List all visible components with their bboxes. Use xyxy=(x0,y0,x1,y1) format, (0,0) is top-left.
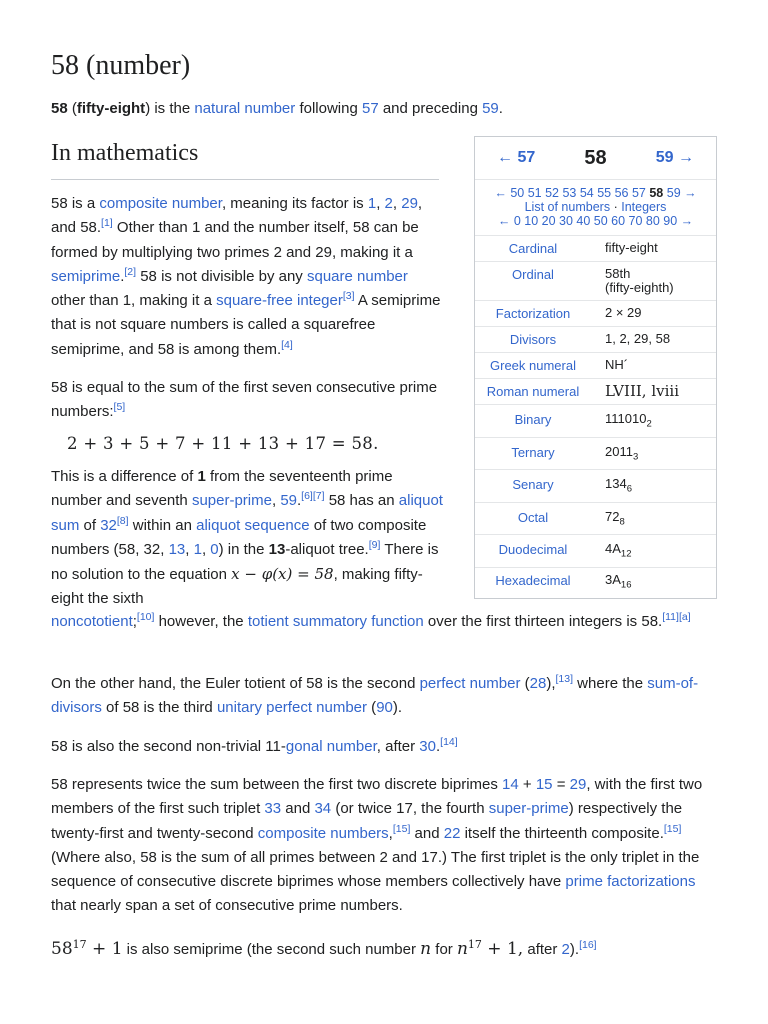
text: from the seventeenth prime number and seventh xyxy=(51,468,393,510)
text: ( xyxy=(520,675,530,692)
infobox-label[interactable]: Divisors xyxy=(509,332,557,347)
base-subscript: 6 xyxy=(626,483,632,495)
infobox-row-hexadecimal xyxy=(475,567,716,598)
display-equation: 2 + 3 + 5 + 7 + 11 + 13 + 17 = 58. xyxy=(67,434,379,453)
text: . xyxy=(435,738,441,755)
bold-1: 1 xyxy=(197,468,206,485)
text: , xyxy=(392,195,402,212)
paragraph-noncototient xyxy=(51,610,723,634)
infobox-value: fifty-eight xyxy=(605,240,658,255)
link-unitary-perfect-number[interactable]: unitary perfect number xyxy=(216,699,368,717)
reference-6-7[interactable]: [6][7] xyxy=(301,490,325,503)
link-32[interactable]: 32 xyxy=(100,516,117,534)
infobox-row-senary xyxy=(475,469,716,502)
infobox-row-greek-numeral xyxy=(475,352,716,378)
reference-2[interactable]: [2] xyxy=(124,265,137,278)
infobox-current-number: 58 xyxy=(584,146,607,169)
infobox-label[interactable]: Greek numeral xyxy=(490,358,576,373)
text: (Where also, 58 is the sum of all primes between 2 and 17.) The first triplet is the only triplet in the sequence of consecutive discrete biprimes whose members collectively have xyxy=(51,848,700,891)
math-n-power xyxy=(457,940,523,958)
text: This is a difference of xyxy=(51,468,198,485)
section-heading-mathematics: In mathematics xyxy=(51,140,439,180)
link-square-number[interactable]: square number xyxy=(306,267,408,285)
link-0[interactable]: 0 xyxy=(210,540,219,558)
text: 58 represents twice the sum between the first two discrete biprimes xyxy=(51,776,503,793)
text: of xyxy=(79,516,101,534)
link-square-free-integer[interactable]: square-free integer xyxy=(216,292,343,310)
link-29[interactable]: 29 xyxy=(569,776,587,793)
text: , xyxy=(201,540,211,558)
number-infobox xyxy=(474,136,717,599)
octal-digits: 72 xyxy=(605,508,620,524)
infobox-label[interactable]: Cardinal xyxy=(508,241,558,256)
infobox-value xyxy=(593,405,716,437)
base-subscript: 12 xyxy=(620,548,632,560)
base-subscript: 3 xyxy=(632,451,639,463)
infobox-value xyxy=(593,262,716,300)
reference-16[interactable]: [16] xyxy=(579,939,597,951)
reference-9[interactable]: [9] xyxy=(368,538,381,551)
link-34[interactable]: 34 xyxy=(314,800,332,818)
reference-1[interactable]: [1] xyxy=(101,217,113,230)
binary-digits: 111010 xyxy=(605,411,647,426)
link-28[interactable]: 28 xyxy=(529,675,547,692)
link-13[interactable]: 13 xyxy=(168,540,186,558)
infobox-label[interactable]: Factorization xyxy=(495,306,571,321)
link-2[interactable]: 2 xyxy=(561,941,570,958)
senary-digits: 134 xyxy=(605,476,627,492)
text: , xyxy=(185,540,194,558)
reference-10[interactable]: [10] xyxy=(136,611,155,623)
text: ( xyxy=(367,699,377,717)
infobox-tens-row xyxy=(479,214,712,228)
infobox-value: ΝΗ´ xyxy=(605,357,629,372)
link-22[interactable]: 22 xyxy=(443,824,461,842)
text: ). xyxy=(569,941,580,958)
infobox-row-ordinal xyxy=(475,261,716,300)
text: and xyxy=(281,800,315,818)
ordinal-words: (fifty-eighth) xyxy=(605,280,674,295)
link-composite-numbers[interactable]: composite numbers xyxy=(257,824,389,842)
math-n: n xyxy=(420,939,432,959)
text: within an xyxy=(128,516,197,534)
reference-5[interactable]: [5] xyxy=(113,401,126,414)
text: , making fifty-eight the sixth xyxy=(51,566,423,608)
text: over the first thirteen integers is 58. xyxy=(423,613,663,630)
link-59[interactable]: 59 xyxy=(280,492,297,510)
base-subscript: 16 xyxy=(620,579,632,591)
infobox-value xyxy=(593,438,716,470)
infobox-row-binary xyxy=(475,404,716,437)
link-semiprime[interactable]: semiprime xyxy=(51,267,121,285)
link-super-prime[interactable]: super-prime xyxy=(191,492,272,510)
infobox-row-divisors xyxy=(475,326,716,352)
math-tail: + 1, xyxy=(481,939,524,959)
text: . xyxy=(297,492,302,510)
infobox-row-ternary xyxy=(475,437,716,470)
range-prev-arrow[interactable]: ← xyxy=(494,186,507,200)
text: 58 is a xyxy=(51,195,100,212)
link-composite-number[interactable]: composite number xyxy=(99,195,222,212)
text: after xyxy=(523,941,562,958)
reference-11-a[interactable]: [11][a] xyxy=(662,611,691,623)
infobox-row-factorization xyxy=(475,300,716,326)
text: , and 58. xyxy=(51,195,423,237)
link-list-of-numbers[interactable]: List of numbers xyxy=(524,200,611,214)
text: that nearly span a set of consecutive prime numbers. xyxy=(51,897,403,915)
math-exponent: 17 xyxy=(72,938,87,951)
text: of two composite numbers (58, 32, xyxy=(51,516,427,558)
text: On the other hand, the Euler totient of 58 is the second xyxy=(51,675,420,692)
link-noncototient[interactable]: noncototient xyxy=(51,613,133,630)
link-natural-number[interactable]: natural number xyxy=(194,100,296,117)
text: , xyxy=(271,492,281,510)
text: and xyxy=(410,824,444,842)
tens-numbers[interactable]: 0 10 20 30 40 50 60 70 80 90 xyxy=(513,214,678,228)
link-90[interactable]: 90 xyxy=(376,699,393,717)
text: = xyxy=(552,776,570,793)
text: 58 is also the second non-trivial 11- xyxy=(51,738,286,755)
link-1[interactable]: 1 xyxy=(367,195,377,212)
text: ), xyxy=(546,675,556,692)
text: Other than 1 and the number itself, 58 can be formed by multiplying two primes 2 and 29, making it a xyxy=(51,219,419,261)
text: ; xyxy=(132,613,137,630)
text: other than 1, making it a xyxy=(51,292,217,310)
infobox-row-roman-numeral xyxy=(475,378,716,404)
text: 58 is equal to the sum of the first seven consecutive prime numbers: xyxy=(51,379,438,421)
text: however, the xyxy=(154,613,248,630)
text: , xyxy=(388,824,393,842)
infobox-value xyxy=(593,470,716,502)
intro-text: ( xyxy=(67,100,77,117)
infobox-value xyxy=(593,503,716,535)
text: ). xyxy=(392,699,403,717)
text: -aliquot tree. xyxy=(285,540,369,558)
reference-15[interactable]: [15] xyxy=(663,822,682,835)
infobox-value: LVIII, lviii xyxy=(605,382,679,400)
math-base: 58 xyxy=(51,939,73,959)
infobox-range-row xyxy=(479,186,712,200)
reference-4[interactable]: [4] xyxy=(281,338,293,351)
hexadecimal-digits: 3A xyxy=(605,571,621,587)
bold-13: 13 xyxy=(268,540,286,558)
link-33[interactable]: 33 xyxy=(264,800,282,818)
paragraph-biprimes xyxy=(51,773,723,919)
reference-15[interactable]: [15] xyxy=(392,822,411,835)
ternary-digits: 2011 xyxy=(605,443,633,459)
infobox-label[interactable]: Duodecimal xyxy=(498,542,568,558)
link-29[interactable]: 29 xyxy=(401,195,418,212)
link-14[interactable]: 14 xyxy=(502,776,519,793)
text: + xyxy=(518,776,536,793)
link-gonal-number[interactable]: gonal number xyxy=(285,738,377,755)
reference-3[interactable]: [3] xyxy=(342,290,355,303)
infobox-value xyxy=(593,535,716,567)
text: 58 has an xyxy=(324,492,399,510)
infobox-row-octal xyxy=(475,502,716,535)
link-aliquot-sequence[interactable]: aliquot sequence xyxy=(196,516,310,534)
infobox-value: 1, 2, 29, 58 xyxy=(605,331,671,346)
intro-bold-number: 58 xyxy=(51,100,68,117)
intro-paragraph xyxy=(51,99,731,119)
range-number-after[interactable]: 59 xyxy=(666,186,681,200)
base-subscript: 8 xyxy=(619,516,625,528)
text: ) respectively the twenty-first and twenty-second xyxy=(51,800,683,842)
link-30[interactable]: 30 xyxy=(419,738,436,755)
text: 58 is not divisible by any xyxy=(136,267,307,285)
reference-14[interactable]: [14] xyxy=(440,736,458,748)
text: , after xyxy=(376,738,420,755)
infobox-number-lists xyxy=(475,180,716,236)
link-57[interactable]: 57 xyxy=(361,100,379,117)
link-sum-of-divisors[interactable]: sum-of-divisors xyxy=(51,675,699,717)
link-totient-summatory-function[interactable]: totient summatory function xyxy=(247,613,424,630)
paragraph-composite xyxy=(51,192,443,362)
math-exponent: 17 xyxy=(467,938,482,951)
link-prime-factorizations[interactable]: prime factorizations xyxy=(565,873,696,891)
math-58-power xyxy=(51,940,123,958)
range-numbers-before[interactable]: 50 51 52 53 54 55 56 57 xyxy=(510,186,646,200)
text: is also semiprime (the second such number xyxy=(122,941,421,958)
tens-prev-arrow[interactable]: ← xyxy=(497,214,511,228)
paragraph-gonal-number xyxy=(51,735,723,759)
inline-equation: x − φ(x) = 58 xyxy=(231,565,334,584)
text: for xyxy=(431,941,457,958)
intro-bold-words: fifty-eight xyxy=(76,100,146,117)
link-1[interactable]: 1 xyxy=(193,540,202,558)
paragraph-aliquot xyxy=(51,465,443,612)
intro-text: ) is the xyxy=(145,100,195,117)
reference-8[interactable]: [8] xyxy=(116,514,129,527)
link-2[interactable]: 2 xyxy=(384,195,393,212)
reference-13[interactable]: [13] xyxy=(555,673,574,685)
text: , with the first two members of the first such triplet xyxy=(51,776,703,818)
separator: · xyxy=(613,200,618,214)
math-tail: + 1 xyxy=(86,939,123,959)
infobox-table xyxy=(475,236,716,598)
paragraph-sum-of-primes xyxy=(51,376,443,425)
link-super-prime[interactable]: super-prime xyxy=(488,800,569,818)
infobox-row-duodecimal xyxy=(475,534,716,567)
infobox-next-link[interactable]: 59 → xyxy=(655,149,694,166)
link-integers[interactable]: Integers xyxy=(621,200,667,214)
text: (or twice 17, the fourth xyxy=(331,800,489,818)
range-current: 58 xyxy=(649,186,664,200)
infobox-label[interactable]: Hexadecimal xyxy=(495,572,571,588)
infobox-label[interactable]: Senary xyxy=(512,477,554,493)
math-base: n xyxy=(456,939,468,959)
text: There is no solution to the equation xyxy=(51,540,439,584)
infobox-prev-link[interactable]: ← 57 xyxy=(497,149,536,166)
link-aliquot-sum[interactable]: aliquot sum xyxy=(51,492,443,534)
link-59[interactable]: 59 xyxy=(482,100,499,117)
range-next-arrow[interactable]: → xyxy=(684,186,697,200)
page-title: 58 (number) xyxy=(51,50,191,81)
infobox-label[interactable]: Binary xyxy=(514,412,552,427)
infobox-value xyxy=(593,568,716,598)
infobox-label[interactable]: Roman numeral xyxy=(486,384,580,399)
infobox-label[interactable]: Ternary xyxy=(511,444,555,460)
paragraph-euler-totient xyxy=(51,672,723,721)
tens-next-arrow[interactable]: → xyxy=(680,214,694,228)
infobox-lists-row xyxy=(479,200,712,214)
text: A semiprime that is not square numbers is called a squarefree semiprime, and 58 is among them. xyxy=(51,292,441,358)
intro-text: and preceding xyxy=(378,100,483,117)
intro-text: following xyxy=(295,100,362,117)
text: . xyxy=(120,267,125,285)
link-perfect-number[interactable]: perfect number xyxy=(419,675,521,692)
text: itself the thirteenth composite. xyxy=(460,824,664,842)
duodecimal-digits: 4A xyxy=(605,541,621,557)
infobox-label[interactable]: Ordinal xyxy=(512,267,554,282)
text: , meaning its factor is xyxy=(221,195,368,212)
text: , xyxy=(376,195,385,212)
infobox-value: 2 × 29 xyxy=(605,305,642,320)
link-15[interactable]: 15 xyxy=(535,776,553,793)
text: ) in the xyxy=(218,540,269,558)
infobox-navigation xyxy=(475,137,716,180)
infobox-row-cardinal xyxy=(475,236,716,261)
intro-text: . xyxy=(498,100,503,117)
base-subscript: 2 xyxy=(646,418,652,430)
paragraph-semiprime-power xyxy=(51,933,723,962)
ordinal-value: 58th xyxy=(605,266,631,281)
text: where the xyxy=(573,675,648,692)
text: of 58 is the third xyxy=(101,699,217,717)
infobox-label[interactable]: Octal xyxy=(517,509,549,525)
